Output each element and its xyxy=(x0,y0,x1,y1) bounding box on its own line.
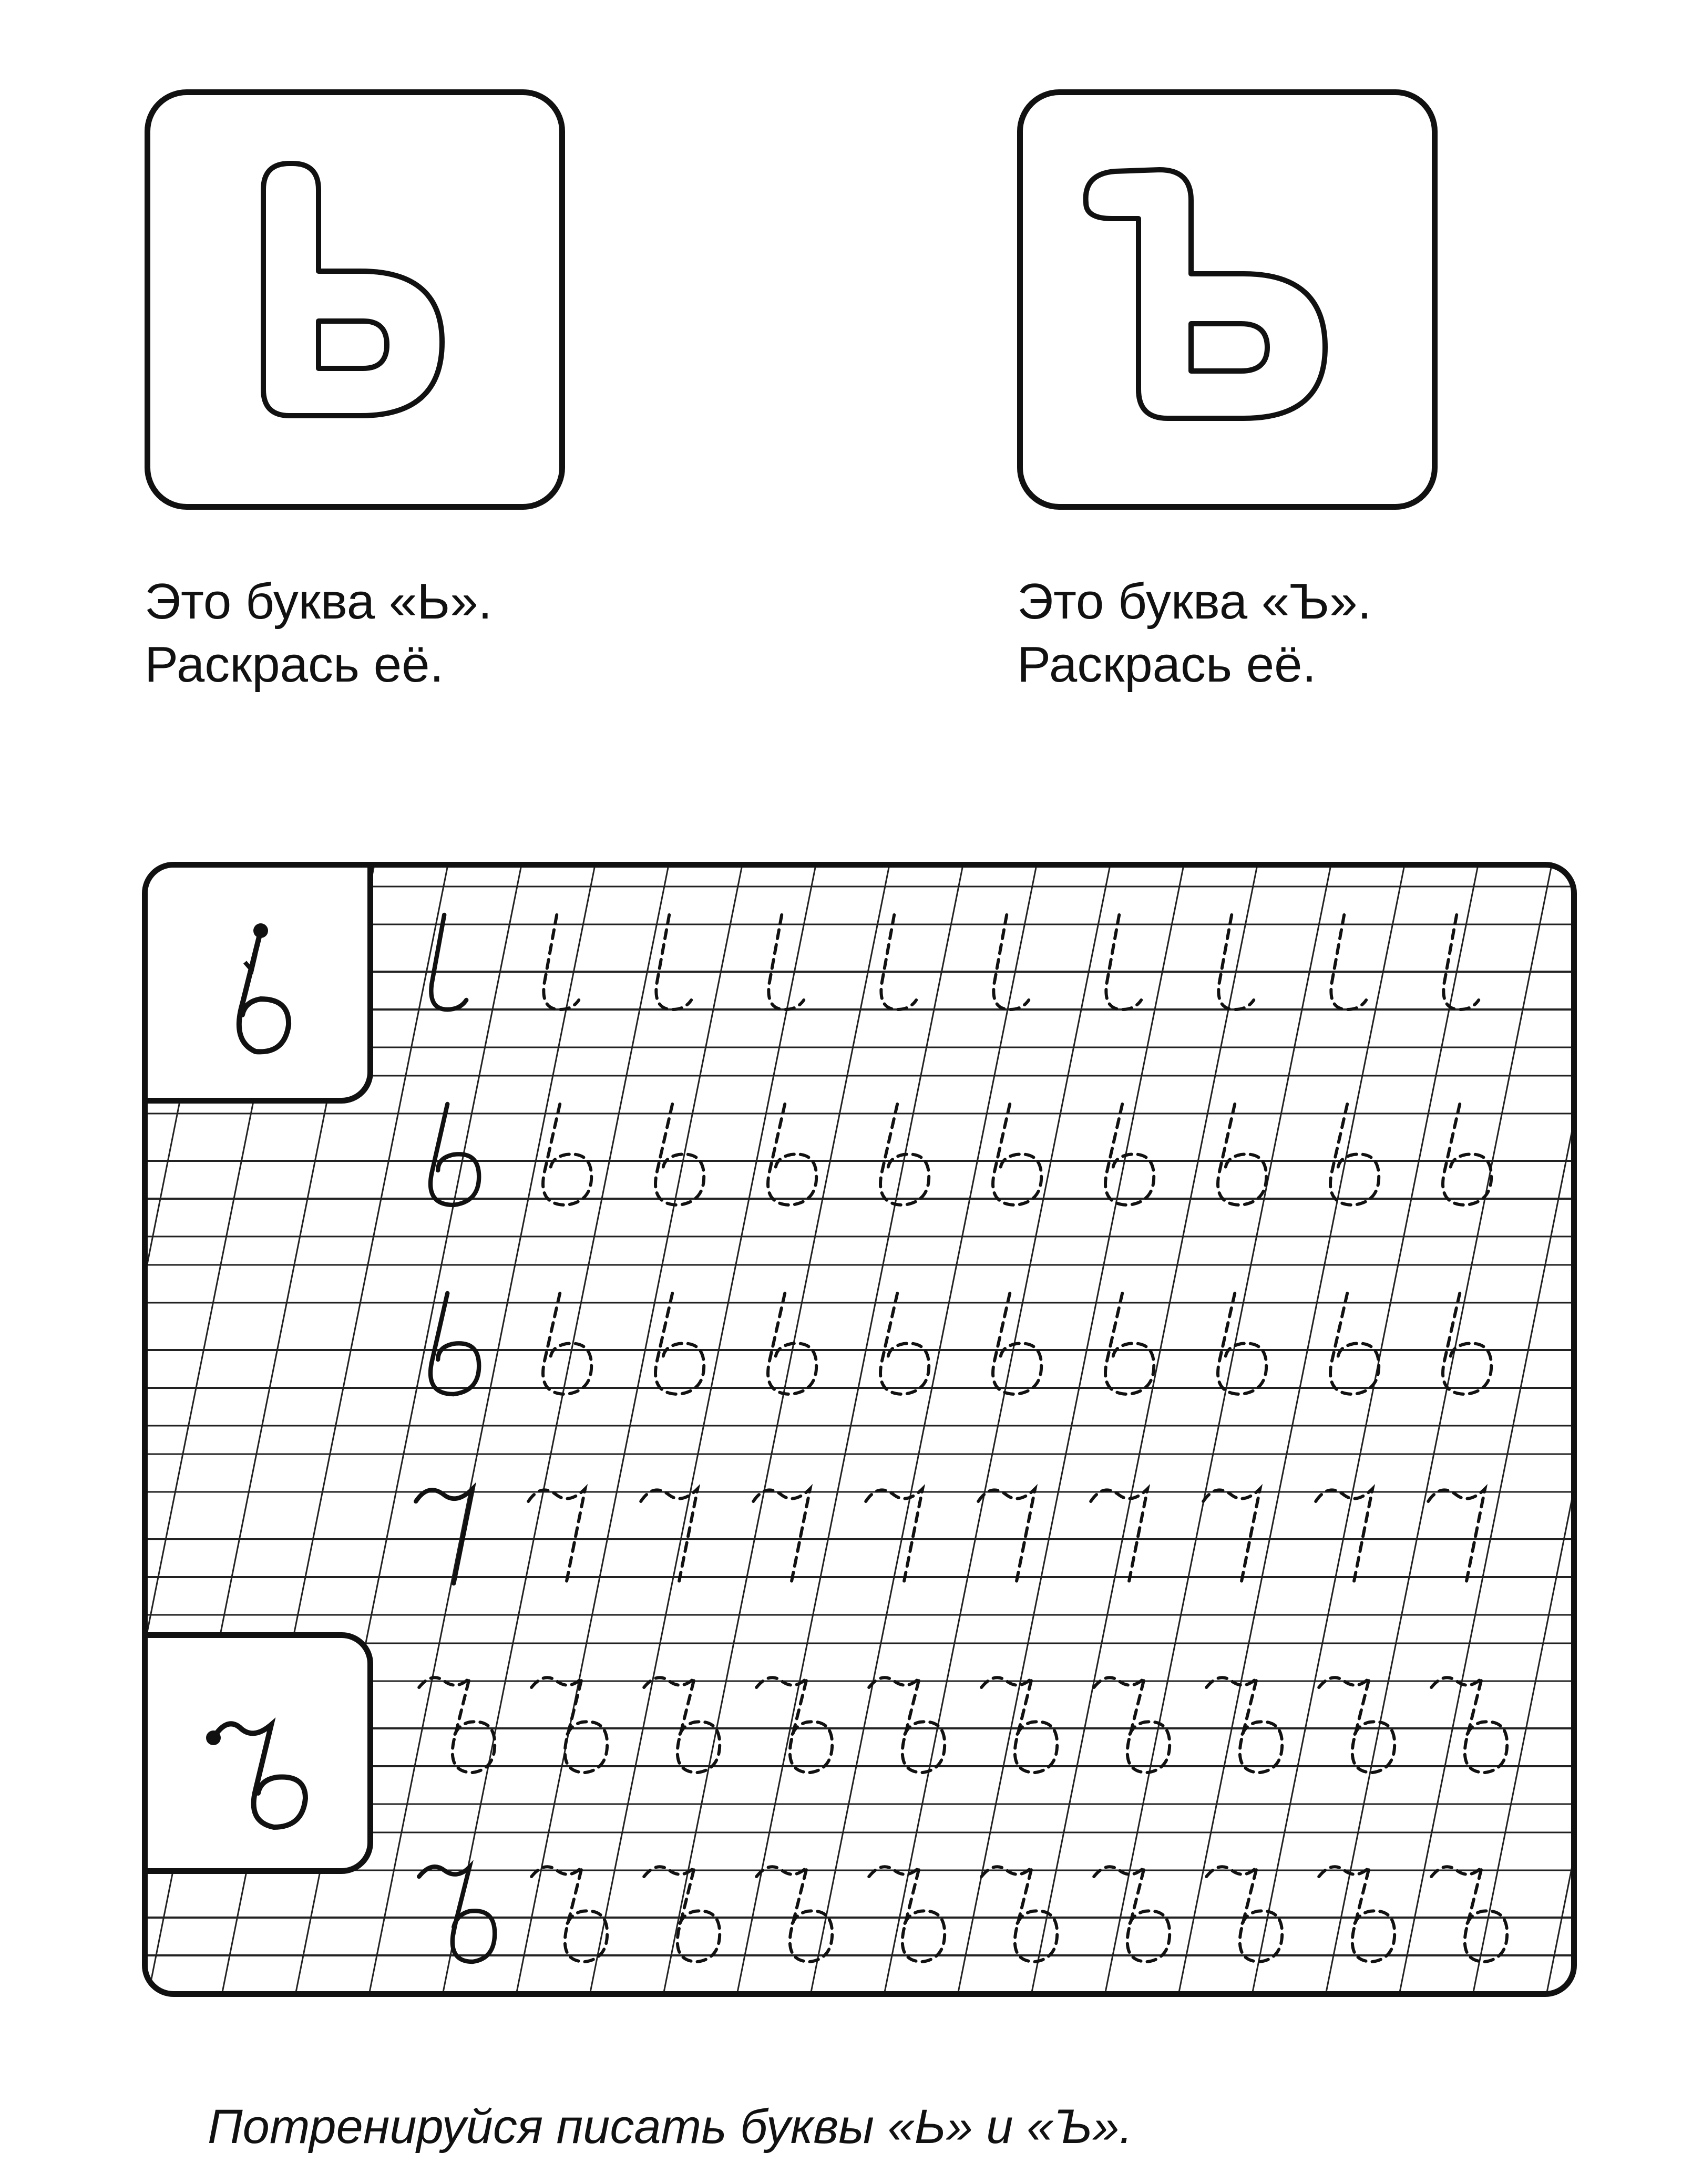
dashed-tracing-letter xyxy=(1431,1677,1507,1773)
dashed-tracing-letter xyxy=(1203,1489,1260,1583)
dashed-tracing-letter xyxy=(1206,1677,1282,1773)
dashed-tracing-letter xyxy=(644,1867,720,1962)
dashed-tracing-letter xyxy=(768,1104,816,1205)
dashed-tracing-letter xyxy=(1218,1104,1266,1205)
cursive-letter-example xyxy=(419,1867,495,1962)
dashed-tracing-letter xyxy=(1330,1293,1379,1394)
hard-sign-outline-letter xyxy=(1023,95,1443,516)
dashed-tracing-letter xyxy=(543,915,579,1009)
dashed-tracing-letter xyxy=(655,1104,704,1205)
hard-sign-caption xyxy=(1017,570,1371,696)
dashed-tracing-letter xyxy=(1105,1104,1154,1205)
cursive-letter-example xyxy=(430,1104,479,1205)
cursive-letter-example xyxy=(416,1489,473,1583)
hard-sign-caption-line-2: Раскрась её. xyxy=(1017,636,1317,693)
dashed-tracing-letter xyxy=(1443,915,1479,1009)
dashed-tracing-letter xyxy=(880,1104,929,1205)
dashed-tracing-letter xyxy=(1091,1489,1147,1583)
dashed-tracing-letter xyxy=(869,1677,945,1773)
dashed-tracing-letter xyxy=(531,1677,607,1773)
dashed-tracing-letter xyxy=(528,1489,585,1583)
dashed-tracing-letter xyxy=(1443,1104,1491,1205)
slant-guide-line xyxy=(1324,868,1551,1997)
dashed-tracing-letter xyxy=(1094,1867,1170,1962)
dashed-tracing-letter xyxy=(981,1677,1057,1773)
slant-guide-line xyxy=(515,868,742,1997)
slant-guide-line xyxy=(883,868,1110,1997)
handwriting-practice-area xyxy=(142,862,1577,1997)
dashed-tracing-letter xyxy=(1106,915,1141,1009)
dashed-tracing-letter xyxy=(981,1867,1057,1962)
dashed-tracing-letter xyxy=(1105,1293,1154,1394)
slant-guide-line xyxy=(1103,868,1330,1997)
dashed-tracing-letter xyxy=(644,1677,720,1773)
dashed-tracing-letter xyxy=(656,915,691,1009)
dashed-tracing-letter xyxy=(1319,1867,1394,1962)
hard-sign-cursive-sample xyxy=(148,1638,374,1874)
dashed-tracing-letter xyxy=(756,1677,832,1773)
dashed-tracing-letter xyxy=(881,915,916,1009)
dashed-tracing-letter xyxy=(756,1867,832,1962)
dashed-tracing-letter xyxy=(978,1489,1035,1583)
cursive-letter-example xyxy=(430,1293,479,1394)
slant-guide-line xyxy=(1471,868,1577,1997)
soft-sign-coloring-card xyxy=(145,89,565,510)
soft-sign-cursive-sample-box xyxy=(142,862,373,1104)
dashed-tracing-letter xyxy=(1206,1867,1282,1962)
soft-sign-cursive-sample xyxy=(148,868,374,1104)
hard-sign-coloring-card xyxy=(1017,89,1438,510)
dashed-tracing-letter xyxy=(993,1293,1041,1394)
hard-sign-caption-line-1: Это буква «Ъ». xyxy=(1017,573,1372,630)
dashed-tracing-letter xyxy=(1218,915,1254,1009)
slant-guide-line xyxy=(1398,868,1577,1997)
dashed-tracing-letter xyxy=(866,1489,922,1583)
practice-instruction: Потренируйся писать буквы «Ь» и «Ъ». xyxy=(208,2100,1133,2154)
dashed-tracing-letter xyxy=(1330,1104,1379,1205)
dashed-tracing-letter xyxy=(993,1104,1041,1205)
dashed-tracing-letter xyxy=(768,1293,816,1394)
dashed-tracing-letter xyxy=(768,915,804,1009)
slant-guide-line xyxy=(1545,868,1577,1997)
slant-guide-line xyxy=(441,868,668,1997)
slant-guide-line xyxy=(956,868,1183,1997)
cursive-letter-example xyxy=(431,915,466,1009)
slant-guide-line xyxy=(588,868,815,1997)
dashed-tracing-letter xyxy=(641,1489,698,1583)
dashed-tracing-letter xyxy=(655,1293,704,1394)
dashed-tracing-letter xyxy=(880,1293,929,1394)
slant-guide-line xyxy=(735,868,962,1997)
slant-guide-line xyxy=(809,868,1036,1997)
dashed-tracing-letter xyxy=(1319,1677,1394,1773)
dashed-tracing-letter xyxy=(1443,1293,1491,1394)
hard-sign-cursive-sample-box xyxy=(142,1632,373,1874)
dashed-tracing-letter xyxy=(543,1104,591,1205)
slant-guide-line xyxy=(367,868,594,1997)
slant-guide-line xyxy=(1250,868,1478,1997)
soft-sign-caption-line-2: Раскрась её. xyxy=(145,636,444,693)
dashed-tracing-letter xyxy=(1428,1489,1485,1583)
dashed-tracing-letter xyxy=(531,1867,607,1962)
soft-sign-outline-letter xyxy=(150,95,571,516)
slant-guide-line xyxy=(1030,868,1257,1997)
slant-guide-line xyxy=(1177,868,1404,1997)
soft-sign-caption xyxy=(145,570,492,696)
dashed-tracing-letter xyxy=(543,1293,591,1394)
soft-sign-caption-line-1: Это буква «Ь». xyxy=(145,573,493,630)
slant-guide-line xyxy=(662,868,889,1997)
dashed-tracing-letter xyxy=(1331,915,1366,1009)
